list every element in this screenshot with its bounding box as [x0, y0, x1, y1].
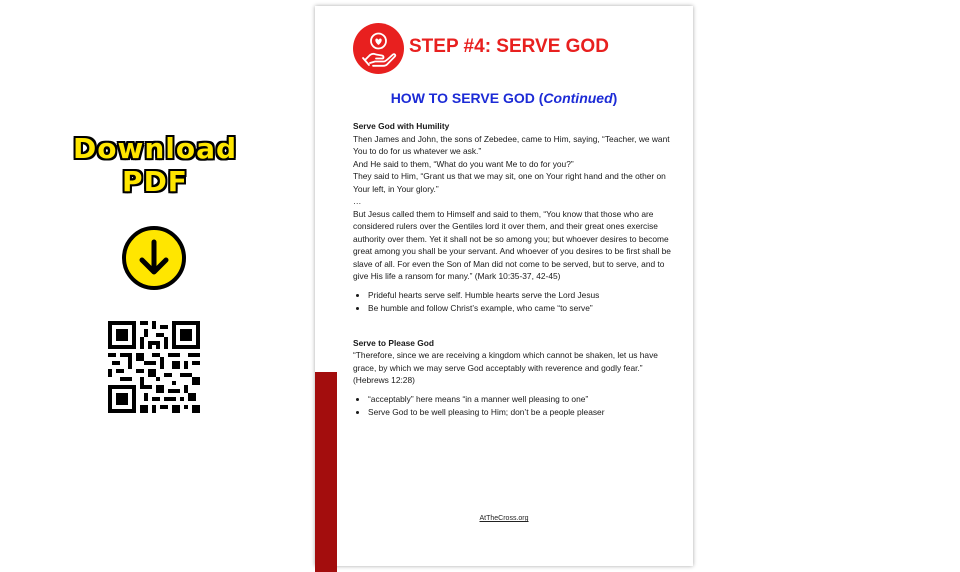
ellipsis-line: …: [353, 196, 362, 206]
scripture-line: Then James and John, the sons of Zebedee, came to Him, saying, “Teacher, we want You to do for us whatever we ask.”: [353, 133, 670, 156]
scripture-line: And He said to them, “What do you want Me to do for you?”: [353, 158, 574, 169]
decorative-red-bar: [315, 372, 337, 572]
section-title-continued: Continued: [543, 90, 613, 106]
scripture-line: They said to Him, “Grant us that we may sit, one on Your right hand and the other on Your left, in Your glory.”: [353, 171, 666, 194]
document-page: [315, 6, 693, 566]
step-title: STEP #4: SERVE GOD: [409, 36, 609, 57]
section-title: [315, 90, 693, 106]
please-bullets: [353, 393, 673, 419]
qr-code-icon[interactable]: [108, 321, 200, 413]
section-title-end: ): [612, 90, 618, 106]
list-item: • Be humble and follow Christ’s example, who came “to serve”: [368, 302, 673, 315]
footer-link[interactable]: AtTheCross.org: [479, 515, 529, 522]
please-heading: Serve to Please God: [353, 337, 434, 348]
heart-hand-icon: [353, 23, 404, 74]
scripture-line: “Therefore, since we are receiving a kingdom which cannot be shaken, let us have grace, by which we may serve God acceptably with reverence and godly fear.” (Hebrews 12:28): [353, 350, 658, 385]
document-body: [353, 120, 673, 419]
section-title-main: HOW TO SERVE GOD (: [390, 90, 544, 106]
pdf-label: PDF: [122, 165, 188, 198]
scripture-line: But Jesus called them to Himself and said to them, “You know that those who are considered rulers over the Gentiles lord it over them, and their great ones exercise authority over them. Yet it shall not be so among you; but whoever desires to become great among you shall be your servant. And whoever of you desires to be first shall be slave of all. For even the Son of Man did not come to be served, but to serve, and to give His life a ransom for many.” (Mark 10:35-37, 42-45): [353, 208, 671, 281]
humility-bullets: [353, 289, 673, 315]
download-pdf-heading[interactable]: [30, 132, 280, 198]
arrow-down-circle-icon[interactable]: [121, 225, 187, 291]
list-item: • “acceptably” here means “in a manner well pleasing to one”: [368, 393, 673, 406]
humility-heading: Serve God with Humility: [353, 121, 450, 131]
download-label: Download: [72, 132, 238, 165]
list-item: • Prideful hearts serve self. Humble hearts serve the Lord Jesus: [368, 289, 673, 302]
list-item: • Serve God to be well pleasing to Him; don’t be a people pleaser: [368, 406, 673, 419]
